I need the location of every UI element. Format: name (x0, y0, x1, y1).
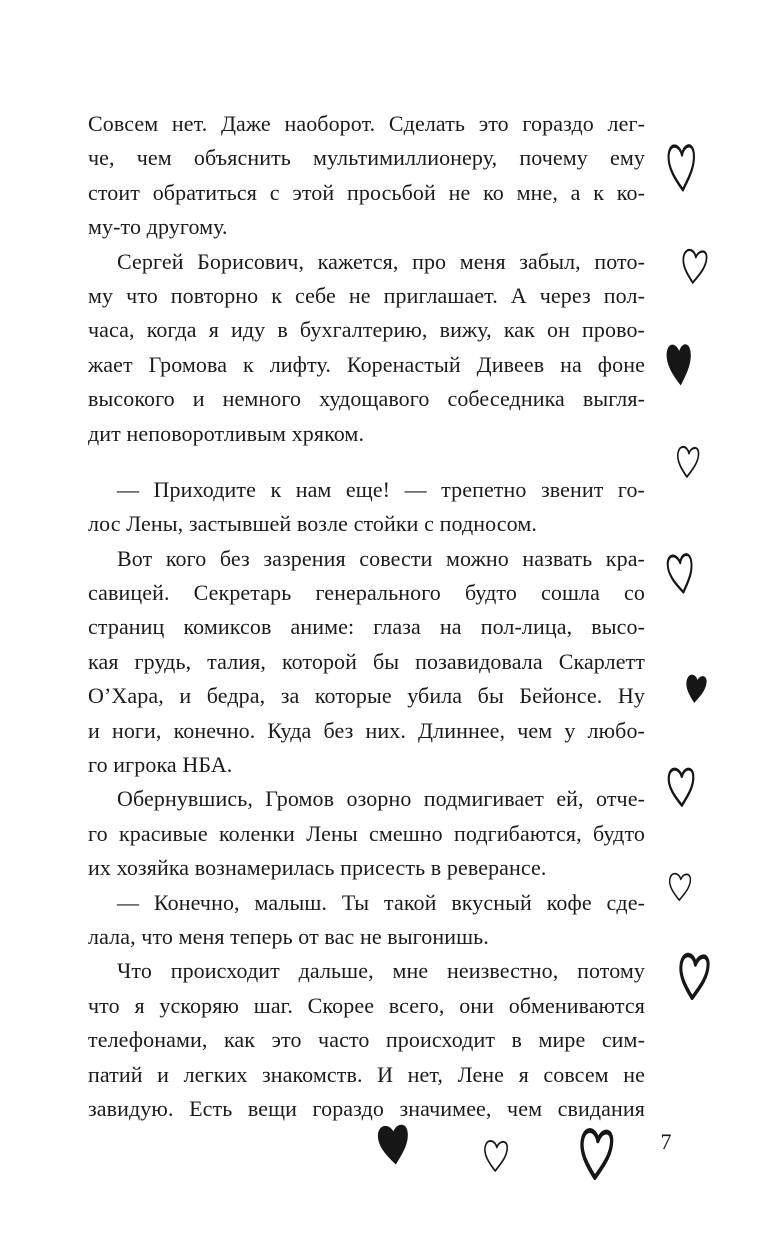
paragraph (88, 782, 645, 885)
heart-outline-icon (665, 140, 700, 194)
text-line: Совсем нет. Даже наоборот. Сделать это гораздо лег- (88, 111, 645, 136)
text-line: го игрока НБА. (88, 752, 233, 778)
text-line: че, чем объяснить мультимиллионеру, почему ему (88, 145, 645, 171)
text-line: Вот кого без зазрения совести можно назвать кра- (117, 545, 645, 571)
heart-outline-icon (663, 549, 699, 597)
paragraph (88, 542, 645, 783)
text-line: что я ускоряю шаг. Скорее всего, они обмениваются (88, 992, 645, 1018)
text-line: патий и легких знакомств. И нет, Лене я совсем не (88, 1061, 645, 1087)
heart-filled-icon (682, 672, 709, 705)
text-line: стоит обратиться с этой просьбой не ко мне, а к ко- (88, 179, 645, 205)
text-line: кая грудь, талия, которой бы позавидовала Скарлетт (88, 648, 645, 674)
text-line: му что повторно к себе не приглашает. А через пол- (88, 282, 645, 308)
heart-filled-icon (663, 340, 695, 388)
paragraph (88, 107, 645, 245)
text-line: — Конечно, малыш. Ты такой вкусный кофе сде- (117, 889, 645, 915)
paragraph (88, 954, 645, 1126)
heart-filled-icon (374, 1120, 414, 1168)
heart-outline-icon (678, 246, 710, 286)
heart-outline-icon (666, 871, 693, 903)
text-line: высокого и немного худощавого собеседника выгля- (88, 386, 645, 412)
text-line: страниц комиксов аниме: глаза на пол-лица, высо- (88, 614, 645, 640)
text-line: лала, что меня теперь от вас не выгонишь. (88, 923, 489, 949)
paragraph (88, 473, 645, 542)
heart-outline-icon (481, 1138, 510, 1174)
heart-outline-icon (674, 443, 702, 479)
text-line: часа, когда я иду в бухгалтерию, вижу, как он прово- (88, 317, 645, 343)
text-line: му-то другому. (88, 214, 228, 240)
text-line: Обернувшись, Громов озорно подмигивает ей, отче- (117, 786, 645, 812)
text-block (88, 107, 645, 1126)
text-line: дит неповоротливым хряком. (88, 420, 365, 446)
text-line: завидую. Есть вещи гораздо значимее, чем свидания (88, 1095, 645, 1121)
text-line: Сергей Борисович, кажется, про меня забыл, пото- (117, 248, 645, 274)
text-line: го красивые коленки Лены смешно подгибаются, будто (88, 820, 645, 846)
text-line: Что происходит дальше, мне неизвестно, потому (117, 958, 645, 984)
page-number: 7 (660, 1129, 672, 1154)
text-line: О’Хара, и бедра, за которые убила бы Бейонсе. Ну (88, 683, 645, 709)
heart-outline-icon (675, 950, 712, 1002)
paragraph (88, 886, 645, 955)
paragraph (88, 245, 645, 451)
text-line: телефонами, как это часто происходит в мире сим- (88, 1027, 645, 1053)
text-line: лос Лены, застывшей возле стойки с подносом. (88, 511, 537, 537)
text-line: их хозяйка вознамерилась присесть в реверансе. (88, 855, 547, 881)
text-line: и ноги, конечно. Куда без них. Длиннее, чем у любо- (88, 717, 645, 743)
text-line: савицей. Секретарь генерального будто сошла со (88, 580, 645, 606)
text-line: жает Громова к лифту. Коренастый Дивеев на фоне (88, 351, 645, 377)
heart-outline-icon (665, 764, 697, 808)
heart-outline-icon (577, 1125, 617, 1182)
text-line: — Приходите к нам еще! — трепетно звенит го- (117, 476, 645, 502)
